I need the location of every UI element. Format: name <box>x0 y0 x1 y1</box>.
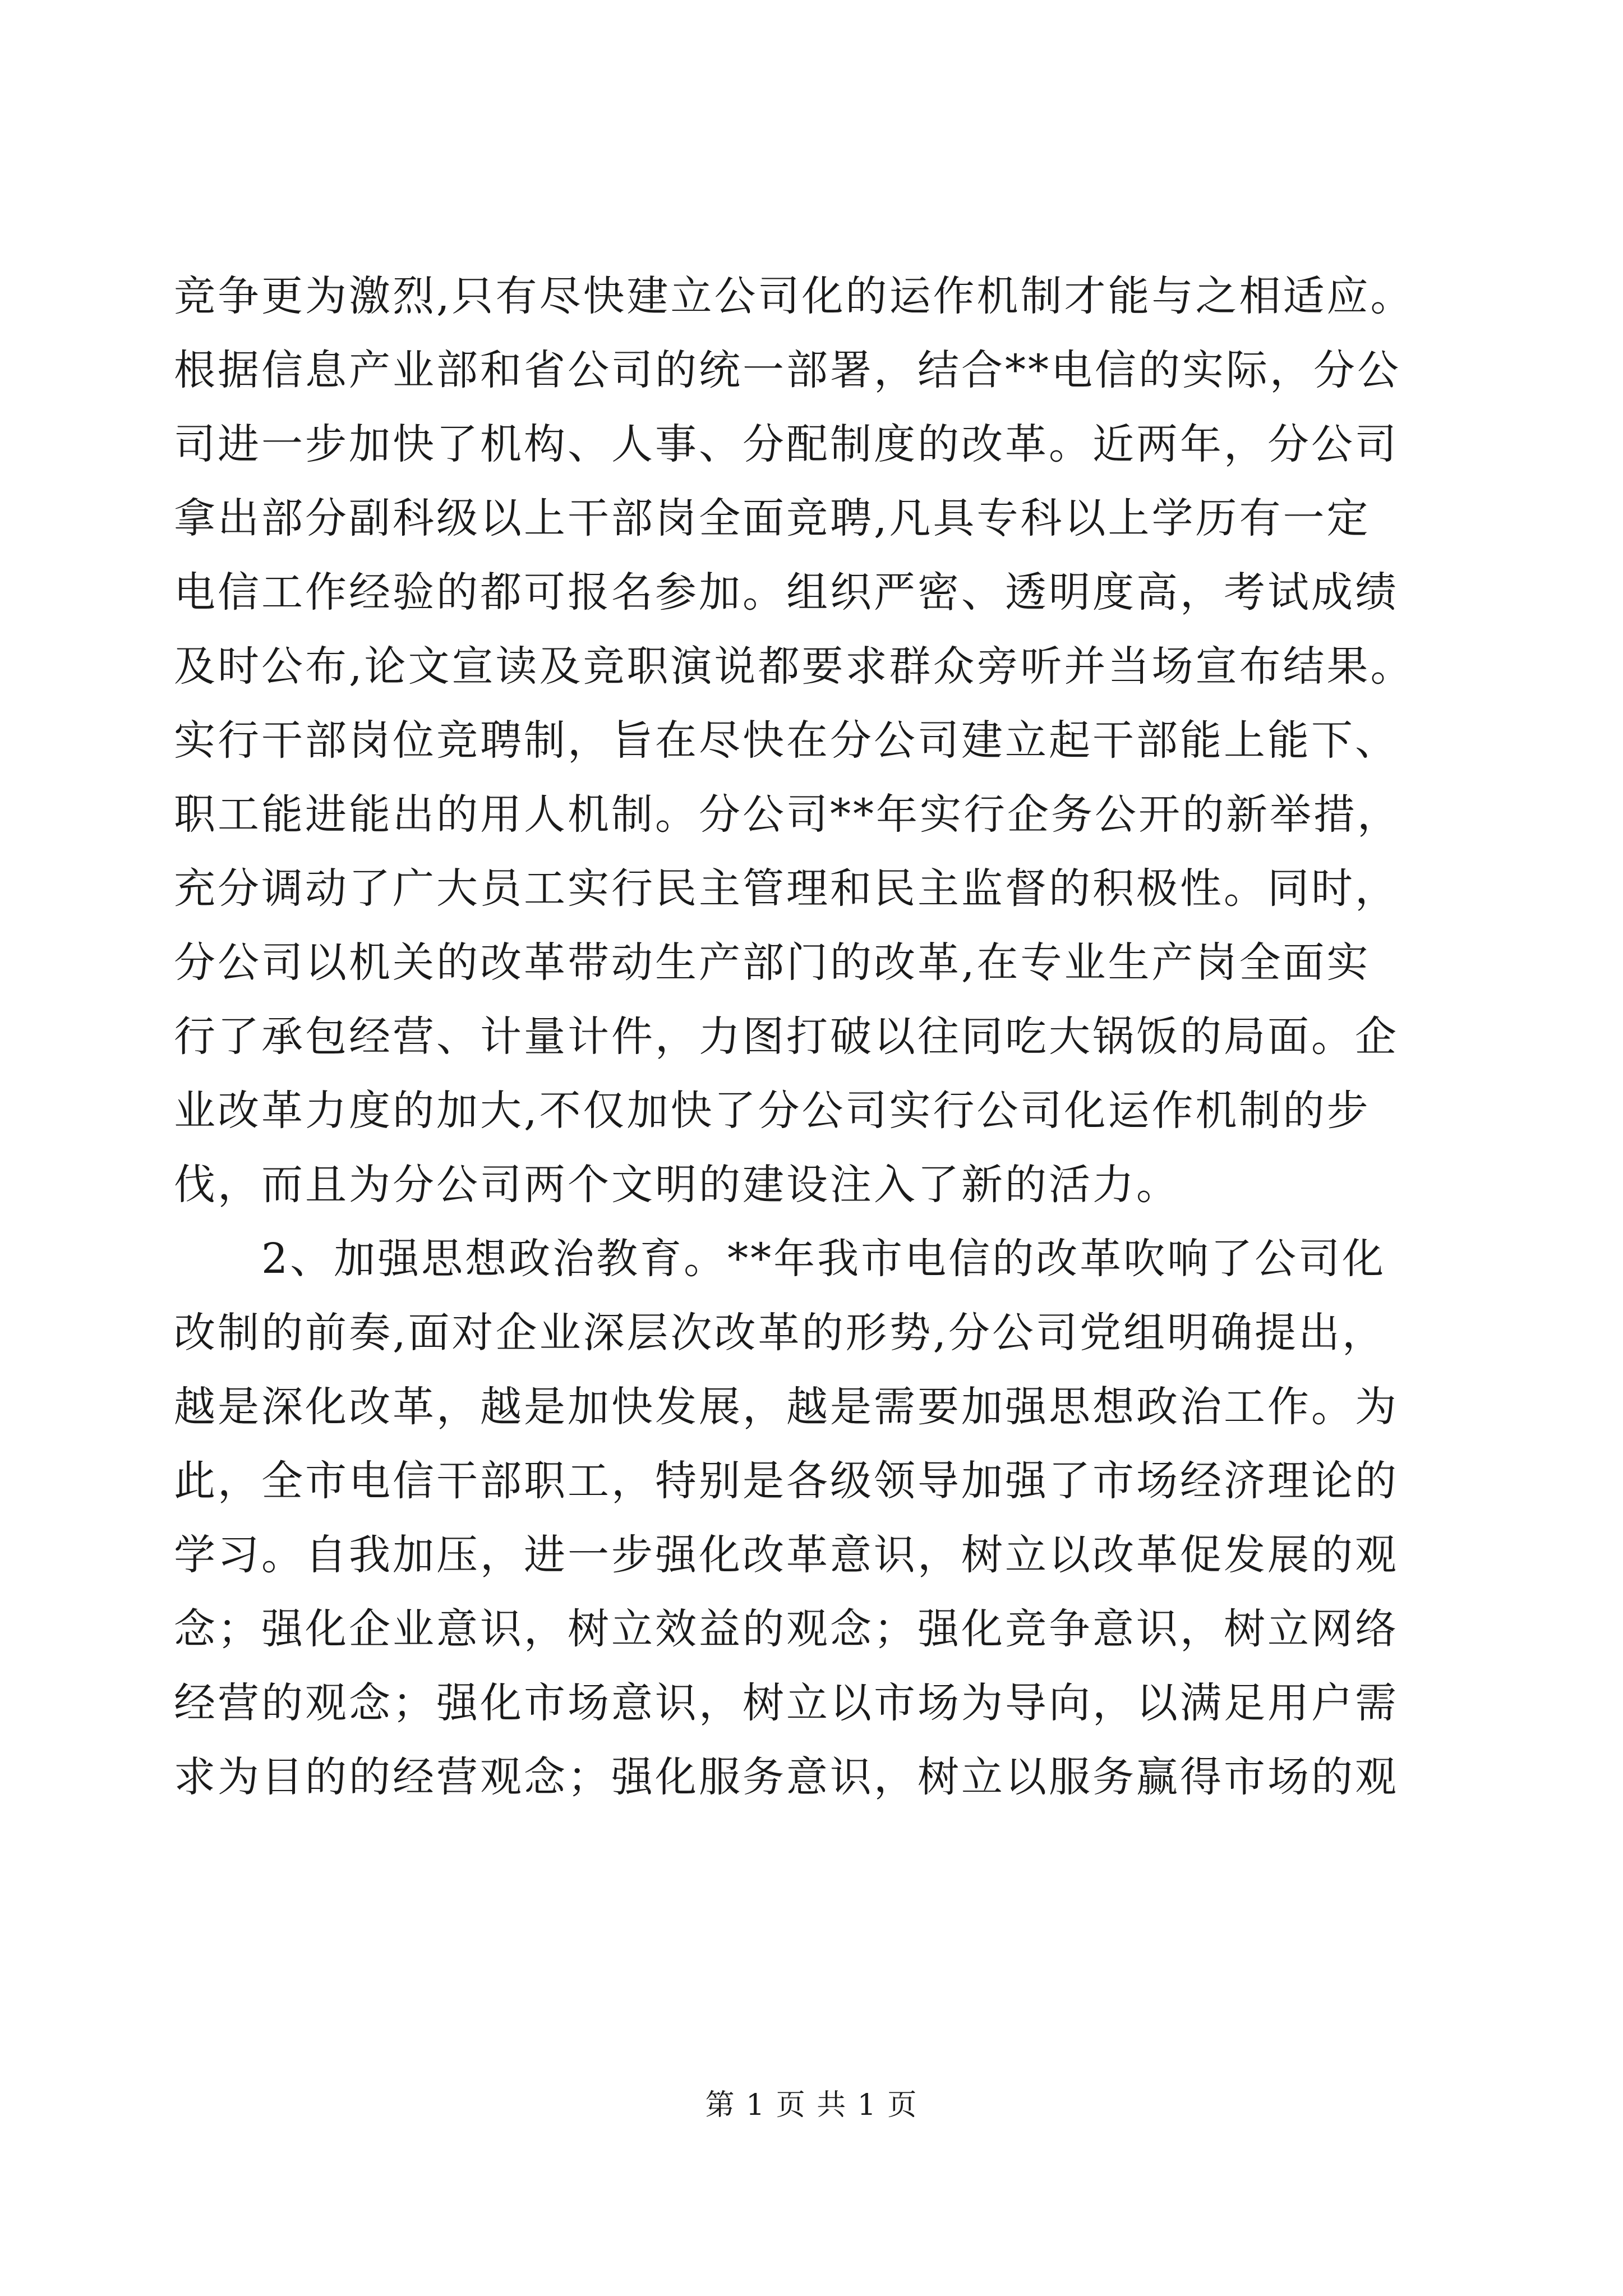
text-line: 根据信息产业部和省公司的统一部署，结合**电信的实际，分公 <box>174 346 1401 394</box>
text-line: 2、加强思想政治教育。**年我市电信的改革吹响了公司化 <box>174 1235 1386 1283</box>
text-line: 经营的观念；强化市场意识，树立以市场为导向，以满足用户需 <box>174 1679 1399 1727</box>
text-line: 业改革力度的加大,不仅加快了分公司实行公司化运作机制的步 <box>174 1087 1371 1135</box>
text-line: 分公司以机关的改革带动生产部门的改革,在专业生产岗全面实 <box>174 938 1371 987</box>
text-line: 行了承包经营、计量计件，力图打破以往同吃大锅饭的局面。企 <box>174 1013 1399 1061</box>
text-line: 竞争更为激烈,只有尽快建立公司化的运作机制才能与之相适应。 <box>174 272 1414 320</box>
body-text <box>174 259 1464 1814</box>
text-line: 越是深化改革，越是加快发展，越是需要加强思想政治工作。为 <box>174 1383 1399 1431</box>
text-line: 司进一步加快了机构、人事、分配制度的改革。近两年，分公司 <box>174 420 1399 468</box>
text-line: 拿出部分副科级以上干部岗全面竞聘,凡具专科以上学历有一定 <box>174 494 1371 542</box>
text-line: 伐，而且为分公司两个文明的建设注入了新的活力。 <box>174 1161 1180 1209</box>
page-number: 第 1 页 共 1 页 <box>705 2088 918 2122</box>
text-line: 学习。自我加压，进一步强化改革意识，树立以改革促发展的观 <box>174 1531 1399 1579</box>
text-line: 改制的前奏,面对企业深层次改革的形势,分公司党组明确提出， <box>174 1309 1386 1357</box>
page-footer <box>0 2081 1623 2123</box>
text-line: 及时公布,论文宣读及竞职演说都要求群众旁听并当场宣布结果。 <box>174 642 1414 691</box>
text-line: 此，全市电信干部职工，特别是各级领导加强了市场经济理论的 <box>174 1457 1399 1505</box>
text-line: 念；强化企业意识，树立效益的观念；强化竞争意识，树立网络 <box>174 1605 1399 1653</box>
text-line: 职工能进能出的用人机制。分公司**年实行企务公开的新举措， <box>174 790 1401 839</box>
text-line: 实行干部岗位竞聘制，旨在尽快在分公司建立起干部能上能下、 <box>174 716 1399 765</box>
text-line: 电信工作经验的都可报名参加。组织严密、透明度高，考试成绩 <box>174 568 1399 616</box>
text-line: 充分调动了广大员工实行民主管理和民主监督的积极性。同时， <box>174 864 1399 913</box>
text-line: 求为目的的经营观念；强化服务意识，树立以服务赢得市场的观 <box>174 1753 1399 1801</box>
